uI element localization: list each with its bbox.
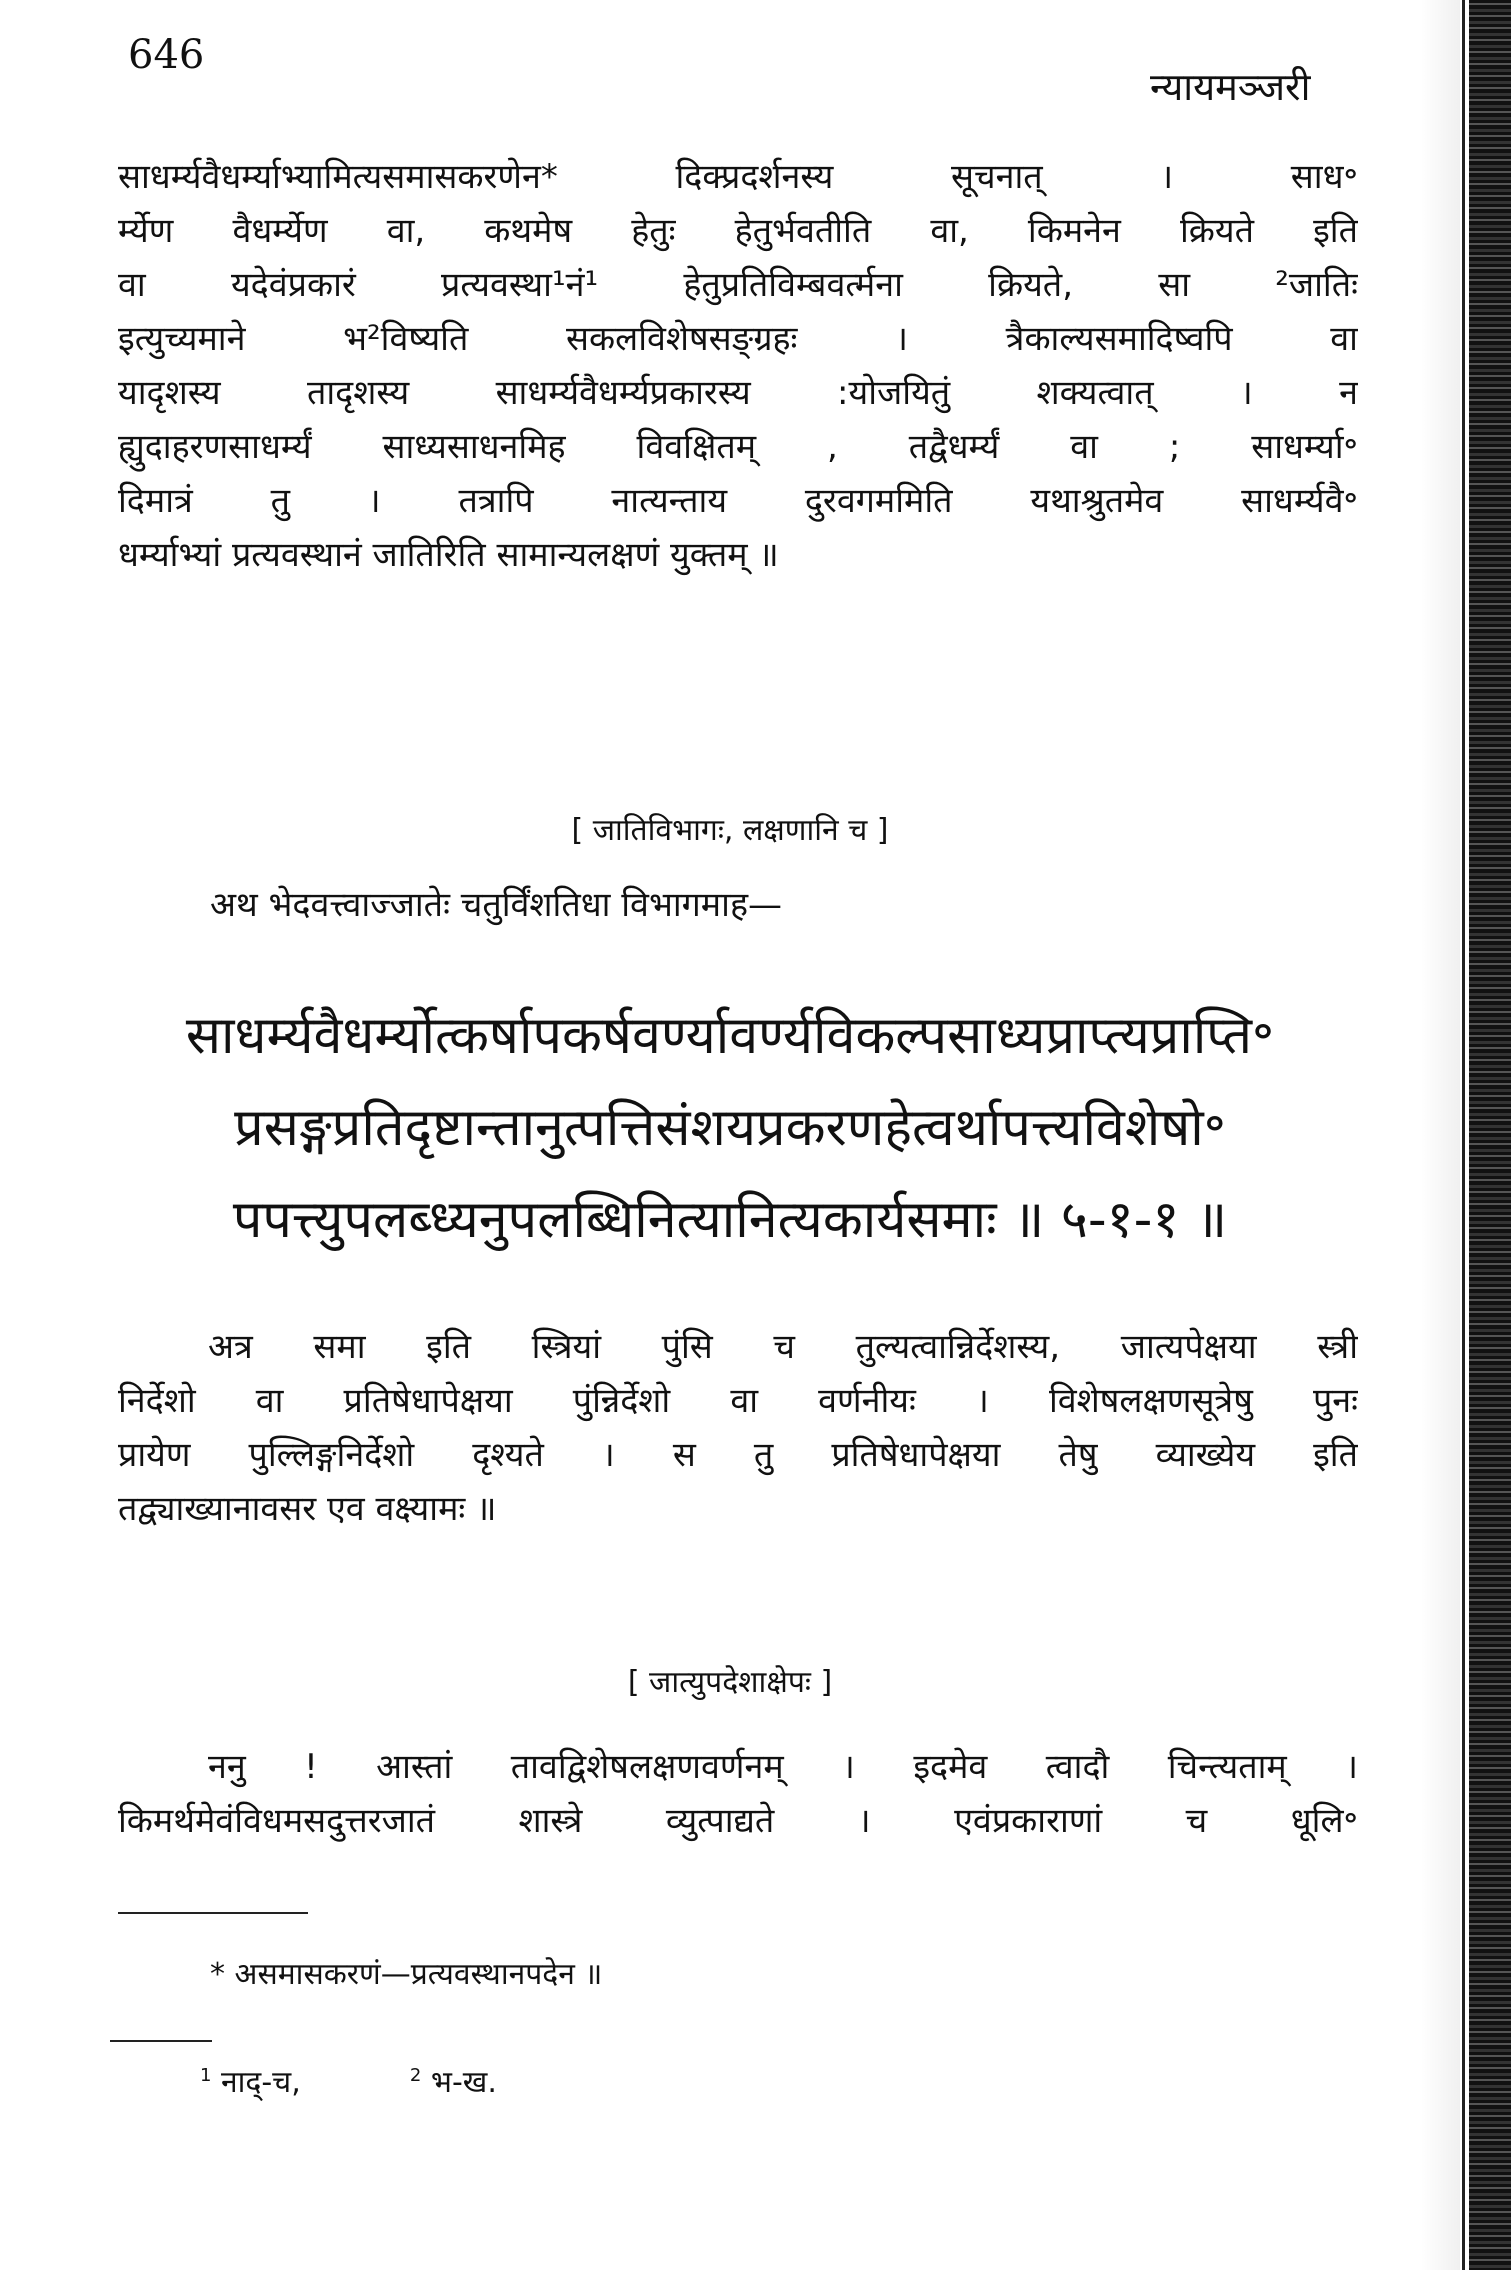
text-line: इत्युच्यमाने भ²विष्यति सकलविशेषसङ्ग्रहः । त्रैकाल्यसमादिष्वपि वा [118,319,1358,359]
footnotes-numbered [200,2060,497,2101]
text-line: साधर्म्यवैधर्म्याभ्यामित्यसमासकरणेन* दिक्प्रदर्शनस्य सूचनात् । साध॰ [118,157,1358,197]
section-heading-jati-vibhaga: [ जातिविभागः, लक्षणानि च ] [571,813,889,848]
footnote-text: नाद्-च, [221,2065,301,2100]
text-line: दिमात्रं तु । तत्रापि नात्यन्ताय दुरवगममिति यथाश्रुतमेव साधर्म्यवै॰ [118,481,1358,521]
footnote-star: * असमासकरणं—प्रत्यवस्थानपदेन ॥ [210,1957,603,1992]
section-heading-jatyupadesha: [ जात्युपदेशाक्षेपः ] [627,1665,833,1700]
footnote-rule [110,2040,212,2042]
sutra-line: प्रसङ्गप्रतिदृष्टान्तानुत्पत्तिसंशयप्रकरणहेत्वर्थापत्त्यविशेषो॰ [234,1098,1226,1158]
footnote-mark: 2 [409,2065,422,2086]
text-line: तद्व्याख्यानावसर एव वक्ष्यामः ॥ [118,1489,497,1529]
book-binding [1469,0,1511,2270]
text-line: प्रायेण पुल्लिङ्गनिर्देशो दृश्यते । स तु प्रतिषेधापेक्षया तेषु व्याख्येय इति [118,1435,1358,1475]
page-number: 646 [128,32,205,78]
paragraph-1 [118,150,1358,582]
running-head: न्यायमञ्जरी [1150,65,1311,109]
text-line: ननु ! आस्तां तावद्विशेषलक्षणवर्णनम् । इदमेव त्वादौ चिन्त्यताम् । [208,1747,1358,1787]
text-line: वा यदेवंप्रकारं प्रत्यवस्था¹नं¹ हेतुप्रतिविम्बवर्त्मना क्रियते, सा ²जातिः [118,265,1358,305]
sutra-line: पपत्त्युपलब्ध्यनुपलब्धिनित्यानित्यकार्यसमाः ॥ ५-१-१ ॥ [232,1190,1228,1250]
sutra-block [100,990,1360,1266]
text-line: र्म्येण वैधर्म्येण वा, कथमेष हेतुः हेतुर्भवतीति वा, किमनेन क्रियते इति [118,211,1358,251]
text-line: अत्र समा इति स्त्रियां पुंसि च तुल्यत्वान्निर्देशस्य, जात्यपेक्षया स्त्री [208,1327,1358,1367]
text-line: धर्म्याभ्यां प्रत्यवस्थानं जातिरिति सामान्यलक्षणं युक्तम् ॥ [118,535,779,575]
page-shadow [1420,0,1460,2270]
footnote-mark: 1 [200,2065,212,2086]
intro-line: अथ भेदवत्त्वाज्जातेः चतुर्विंशतिधा विभागमाह— [210,885,783,925]
paragraph-3 [118,1740,1358,1848]
text-line: ह्युदाहरणसाधर्म्यं साध्यसाधनमिह विवक्षितम् , तद्वैधर्म्यं वा ; साधर्म्या॰ [118,427,1358,467]
footnote-text: भ-ख. [430,2065,497,2100]
footnote-rule [118,1912,308,1914]
sutra-line: साधर्म्यवैधर्म्योत्कर्षापकर्षवर्ण्यावर्ण्यविकल्पसाध्यप्राप्त्यप्राप्ति॰ [185,1006,1275,1066]
text-line: किमर्थमेवंविधमसदुत्तरजातं शास्त्रे व्युत्पाद्यते । एवंप्रकाराणां च धूलि॰ [118,1801,1358,1841]
text-line: निर्देशो वा प्रतिषेधापेक्षया पुंन्निर्देशो वा वर्णनीयः । विशेषलक्षणसूत्रेषु पुनः [118,1381,1358,1421]
binding-edge [1462,0,1465,2270]
text-line: यादृशस्य तादृशस्य साधर्म्यवैधर्म्यप्रकारस्य :योजयितुं शक्यत्वात् । न [118,373,1358,413]
paragraph-2 [118,1320,1358,1536]
